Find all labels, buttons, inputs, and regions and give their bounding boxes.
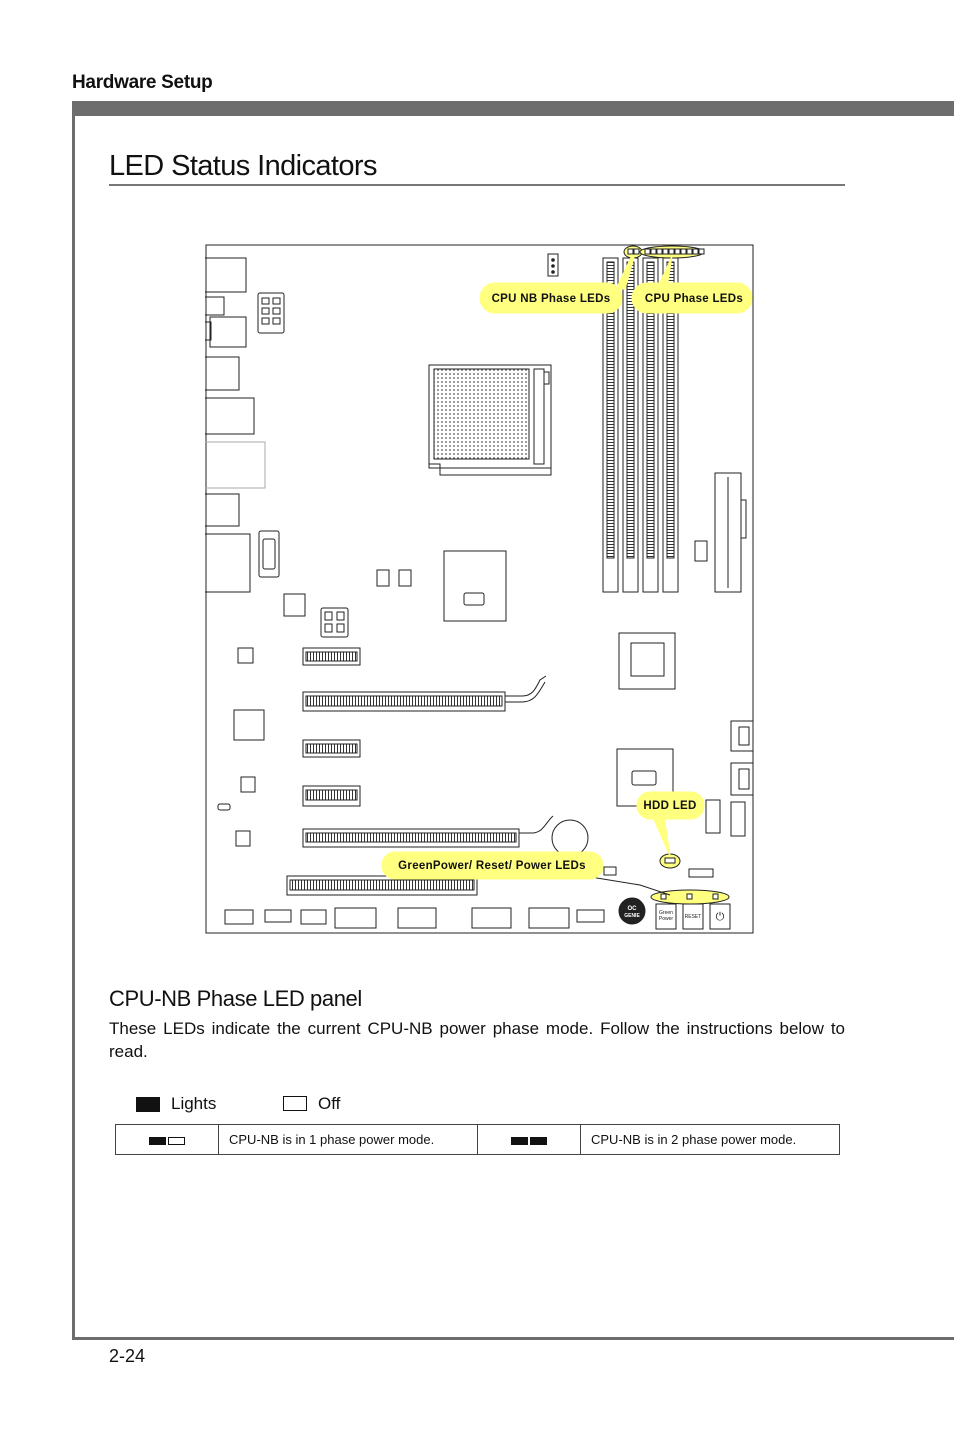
panel-description: These LEDs indicate the current CPU-NB power phase mode. Follow the instructions below to read. <box>109 1019 845 1061</box>
led-description-cell: CPU-NB is in 2 phase power mode. <box>581 1125 840 1155</box>
led-indicator-on <box>530 1137 547 1145</box>
page-number: 2-24 <box>109 1346 146 1366</box>
table-row <box>116 1125 840 1155</box>
hdd-led-label: HDD LED <box>643 800 697 812</box>
led-pattern-cell <box>116 1125 219 1155</box>
section-label: Hardware Setup <box>72 72 213 93</box>
motherboard-diagram <box>205 244 754 935</box>
legend-lights-label: Lights <box>171 1094 217 1113</box>
led-pattern-cell <box>478 1125 581 1155</box>
led-indicator-on <box>149 1137 166 1145</box>
header-bar <box>72 101 954 116</box>
cpu-nb-phase-leds-label: CPU NB Phase LEDs <box>491 293 611 305</box>
power-icon: ⏻ <box>715 911 725 923</box>
title-rule <box>109 184 845 186</box>
led-indicator-on <box>511 1137 528 1145</box>
oc-genie-line2: GENIE <box>624 913 640 919</box>
led-status-table <box>115 1124 840 1155</box>
green-power-label-2: Power <box>658 916 674 922</box>
power-leds-label: GreenPower/ Reset/ Power LEDs <box>398 860 586 872</box>
left-rule <box>72 101 75 1339</box>
led-indicator-off <box>168 1137 185 1145</box>
bottom-rule <box>72 1337 954 1340</box>
legend-off-label: Off <box>318 1094 341 1113</box>
panel-heading: CPU-NB Phase LED panel <box>109 986 362 1011</box>
page-title: LED Status Indicators <box>109 150 377 182</box>
legend-lights-swatch <box>136 1097 160 1112</box>
green-power-label-1: Green <box>659 910 673 916</box>
oc-genie-line1: OC <box>627 906 637 912</box>
led-description-cell: CPU-NB is in 1 phase power mode. <box>219 1125 478 1155</box>
reset-button-label: RESET <box>684 914 702 920</box>
legend-off-swatch <box>283 1096 307 1111</box>
cpu-phase-leds-label: CPU Phase LEDs <box>644 293 744 305</box>
